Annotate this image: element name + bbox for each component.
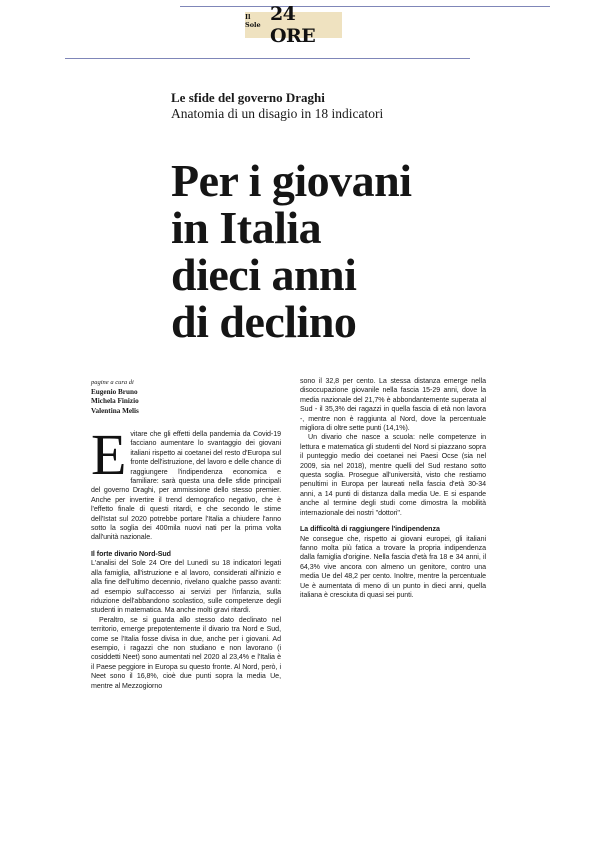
- author-name: Michela Finizio: [91, 397, 139, 405]
- byline-credit: pagine a cura di: [91, 379, 134, 386]
- article-paragraph: Peraltro, se si guarda allo stesso dato declinato nel territorio, emerge prepotentemente il divario tra Nord e Sud, come se l'Italia fosse divisa in due, anche per i giovani. Ad esempio, i ragazzi che non studiano e non lavorano (i cosiddetti Neet) sono aumentati nel 2020 al 23,4% e l'Italia è il Paese peggiore in Europa su questo fronte. Al Nord, però, i Neet sono il 16,8%, cioè due punti sopra la media Ue, mentre al Mezzogiorno: [91, 615, 281, 690]
- article-paragraph: Un divario che nasce a scuola: nelle competenze in lettura e matematica gli studenti del Nord si piazzano sopra il punteggio medio dei coetanei nei Paesi Ocse (sia nel 2009, sia nel 2018), mentre quelli del Sud restano sotto questa soglia. Prosegue all'università, visto che restiamo penultimi in Europa per laureati nella fascia d'età 30-34 anni, a 14 punti di distanza dalla media Ue. E si espande anche al termine degli studi come dimostra la mobilità internazionale dei nostri "dottori".: [300, 433, 486, 517]
- dropcap: E: [91, 422, 127, 487]
- headline-line: in Italia: [171, 202, 322, 253]
- header-rule: [65, 58, 470, 59]
- article-column-1: [91, 422, 281, 691]
- headline-line: di declino: [171, 296, 357, 347]
- subheading: Il forte divario Nord-Sud: [91, 549, 171, 558]
- masthead-logo: [245, 3, 342, 47]
- masthead-small: Il Sole: [245, 13, 261, 29]
- subheading: La difficoltà di raggiungere l'indipendenza: [300, 525, 440, 534]
- subkicker: Anatomia di un disagio in 18 indicatori: [171, 106, 384, 121]
- article-paragraph: Ne consegue che, rispetto ai giovani europei, gli italiani fanno molta più fatica a trovare la propria indipendenza dalla famiglia d'origine. Nella fascia d'età fra 18 e 34 anni, il 64,3% vive ancora con almeno un genitore, contro una media Ue del 48,2 per cento. Inoltre, mentre la percentuale Ue è aumentata di meno di un punto in dieci anni, quella italiana è cresciuta di quasi sei punti.: [300, 534, 486, 599]
- top-rule: [180, 6, 550, 7]
- headline: [171, 157, 491, 345]
- intro-text: vitare che gli effetti della pandemia da Covid-19 facciano aumentare lo svantaggio dei giovani italiani rispetto ai coetanei del resto d'Europa sul fronte dell'istruzione, del lavoro e delle chance di raggiungere l'indipendenza economica e familiare: sarà questa una delle sfide principali del governo Draghi, per ammissione dello stesso premier. Anche per invertire il trend demografico negativo, che è l'effetto finale di questi ritardi, e che secondo le stime dell'Istat sul 2020 potrebbe portare l'Italia a chiudere l'anno sotto la soglia dei 400mila nuovi nati per la prima volta dall'unità nazionale.: [91, 430, 281, 542]
- author-name: Valentina Melis: [91, 406, 139, 415]
- article-paragraph: [91, 422, 281, 543]
- article-paragraph: sono il 32,8 per cento. La stessa distanza emerge nella disoccupazione giovanile nella fascia 15-29 anni, dove la media nazionale del 21,7% è abbondantemente superata al Sud - il 35,3% dei ragazzi in quella fascia di età non lavora -, mentre non è raggiunta al Nord, dove la percentuale migliora di oltre sette punti (14,1%).: [300, 377, 486, 433]
- headline-line: dieci anni: [171, 249, 357, 300]
- headline-line: Per i giovani: [171, 155, 412, 206]
- kicker: Le sfide del governo Draghi: [171, 90, 325, 105]
- author-name: Eugenio Bruno: [91, 387, 138, 396]
- article-paragraph: L'analisi del Sole 24 Ore del Lunedì su 18 indicatori legati alla famiglia, all'istruzione e al lavoro, considerati all'inizio e alla fine dell'ultimo decennio, rivelano qualche passo avanti: ad esempio sull'accesso ai servizi per l'infanzia, sulla riduzione dell'abbandono scolastico, sulle competenze degli studenti in matematica. Ma anche molti gravi ritardi.: [91, 559, 281, 615]
- byline: [91, 378, 139, 416]
- masthead-big: 24 ORE: [269, 3, 316, 47]
- article-column-2: [300, 377, 486, 600]
